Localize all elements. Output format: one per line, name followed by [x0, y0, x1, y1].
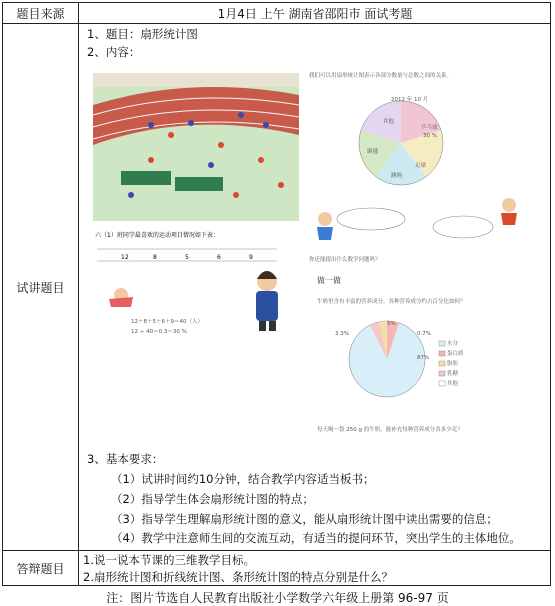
- pie1-label: 跳绳: [391, 173, 403, 179]
- defense-question: 2.扇形统计图和折线统计图、条形统计图的特点分别是什么？: [83, 570, 393, 584]
- table-cell: 9: [249, 254, 253, 261]
- pie2-pct: 87%: [417, 355, 430, 361]
- pie2-pct: 3.3%: [335, 331, 349, 337]
- milk-text: 牛奶里含有丰富的营养成分，各种营养成分约占百分比如何？: [317, 299, 466, 305]
- pie1-label: 足球: [415, 163, 427, 169]
- table-cell: 5: [185, 254, 189, 261]
- lecture-topic: 1、题目：扇形统计图: [87, 27, 198, 41]
- row-divider: [3, 23, 550, 24]
- requirement-item: （4）教学中注意师生间的交流互动，有适当的提问环节，突出学生的主体地位。: [111, 531, 521, 545]
- milk-question: 每天喝一袋 250 g 的牛奶，能补充每种营养成分各多少克？: [317, 427, 463, 433]
- section-title: 做一做: [317, 276, 341, 285]
- boy-illustration: [256, 271, 278, 331]
- footer-note: 注：图片节选自人民教育出版社小学数学六年级上册第 96-97 页: [106, 591, 449, 605]
- svg-text:六（1）班同学最喜欢的运动项目情况如下表：: 六（1）班同学最喜欢的运动项目情况如下表：: [95, 232, 219, 239]
- pie2-legend: 蛋白质: [447, 351, 464, 357]
- pie2-legend: 乳糖: [447, 371, 459, 377]
- exam-table: [2, 2, 551, 586]
- pie2-pct: 0.7%: [417, 331, 431, 337]
- row-divider: [3, 550, 550, 551]
- question-text: 你还能提出什么数学问题吗？: [309, 257, 381, 263]
- pie-chart-milk: [349, 321, 425, 397]
- pie1-label: 乒乓球: [421, 125, 438, 131]
- requirement-item: （2）指导学生体会扇形统计图的特点；: [111, 492, 314, 506]
- defense-label: 答辩题目: [16, 561, 65, 576]
- table-cell: 6: [217, 254, 221, 261]
- speech-bubble: [433, 216, 493, 238]
- intro-text: 我们可以用扇形统计图表示各部分数量与总数之间的关系。: [309, 73, 453, 79]
- pie1-label: 其他: [383, 119, 395, 125]
- pie2-legend-boxes: [439, 341, 445, 386]
- requirement-item: （3）指导学生理解扇形统计图的意义，能从扇形统计图中读出需要的信息；: [111, 512, 498, 526]
- defense-question: 1.说一说本节课的三维教学目标。: [83, 553, 255, 567]
- pie2-legend: 水分: [447, 341, 459, 347]
- pie2-legend: 脂肪: [447, 361, 459, 367]
- cartoon-figure-mid: [317, 212, 333, 240]
- cartoon-figure-right: [501, 198, 517, 225]
- requirements-title: 3、基本要求：: [87, 452, 164, 466]
- pie2-legend: 其他: [447, 381, 459, 387]
- sports-field-illustration: [93, 73, 299, 221]
- calc-line: 12 ÷ 40＝0.3＝30 %: [131, 329, 187, 335]
- table-cell: 8: [153, 254, 157, 261]
- lecture-label: 试讲题目: [16, 280, 65, 295]
- textbook-excerpt: [91, 65, 549, 441]
- source-label: 题目来源: [16, 6, 65, 21]
- pie2-pct: 5%: [387, 321, 396, 327]
- column-divider: [78, 3, 79, 585]
- source-value: 1月4日 上午 湖南省邵阳市 面试考题: [217, 6, 413, 21]
- speech-bubble: [337, 208, 405, 230]
- requirement-item: （1）试讲时间约10分钟，结合教学内容适当板书；: [111, 472, 375, 486]
- pie1-value: 30 %: [423, 133, 437, 139]
- table-cell: 12: [121, 254, 129, 261]
- content-label: 2、内容：: [87, 45, 141, 59]
- pie1-date: 2012 年 10 月: [391, 97, 429, 103]
- textbook-illustration: [91, 65, 549, 441]
- survey-table: [95, 231, 277, 261]
- pie1-label: 踢毽: [367, 149, 379, 155]
- cartoon-figure-left: [109, 288, 133, 307]
- calc-line: 12＋8＋5＋6＋9＝40（人）: [131, 319, 203, 325]
